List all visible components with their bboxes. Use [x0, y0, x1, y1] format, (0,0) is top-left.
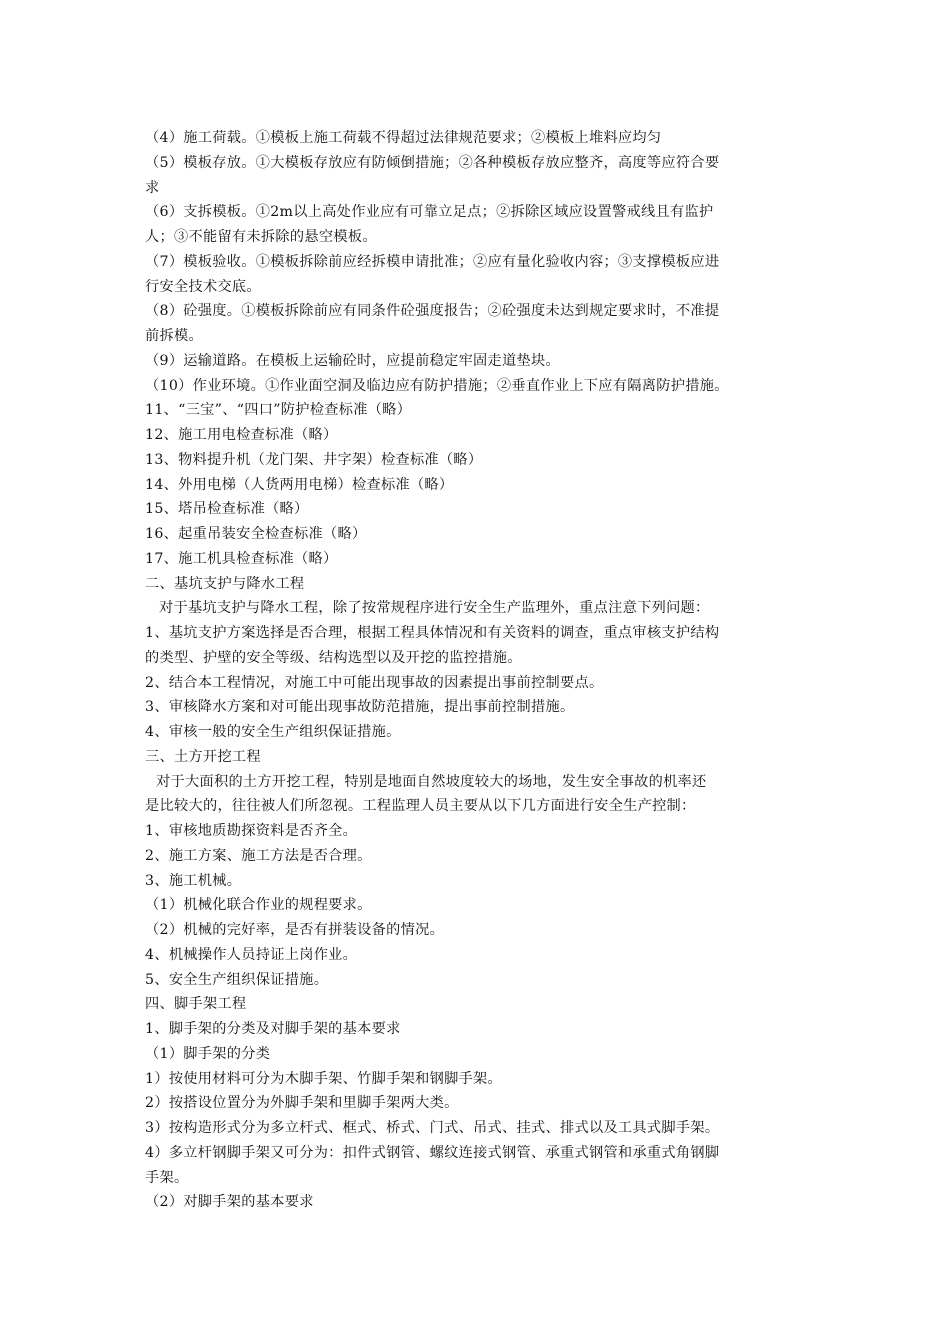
text-line: （2）对脚手架的基本要求 [145, 1194, 314, 1211]
text-line: 3、施工机械。 [145, 872, 242, 889]
text-line: （9）运输道路。在模板上运输砼时，应提前稳定牢固走道垫块。 [145, 352, 560, 369]
text-line: （8）砼强度。①模板拆除前应有同条件砼强度报告；②砼强度未达到规定要求时，不准提 [145, 303, 720, 320]
text-line: （1）脚手架的分类 [145, 1045, 271, 1062]
text-line: 17、施工机具检查标准（略） [145, 550, 338, 567]
text-line: 3）按构造形式分为多立杆式、框式、桥式、门式、吊式、挂式、排式以及工具式脚手架。 [145, 1120, 720, 1136]
text-line: （7）模板验收。①模板拆除前应经拆模申请批准；②应有量化验收内容；③支撑模板应进 [145, 253, 720, 270]
text-line: 是比较大的，往往被人们所忽视。工程监理人员主要从以下几方面进行安全生产控制： [145, 798, 696, 815]
text-line: 2）按搭设位置分为外脚手架和里脚手架两大类。 [145, 1095, 459, 1112]
text-line: 5、安全生产组织保证措施。 [145, 971, 329, 988]
text-line: 4）多立杆钢脚手架又可分为：扣件式钢管、螺纹连接式钢管、承重式钢管和承重式角钢脚 [145, 1144, 720, 1161]
text-line: （2）机械的完好率，是否有拼装设备的情况。 [145, 922, 445, 938]
text-line: 4、审核一般的安全生产组织保证措施。 [145, 724, 401, 740]
text-line: （10）作业环境。①作业面空洞及临边应有防护措施；②垂直作业上下应有隔离防护措施。 [145, 377, 729, 394]
text-line: 2、结合本工程情况，对施工中可能出现事故的因素提出事前控制要点。 [145, 674, 604, 691]
text-line: （5）模板存放。①大模板存放应有防倾倒措施；②各种模板存放应整齐，高度等应符合要 [145, 154, 720, 171]
text-line: 1）按使用材料可分为木脚手架、竹脚手架和钢脚手架。 [145, 1070, 503, 1087]
text-line: 1、审核地质勘探资料是否齐全。 [145, 823, 358, 839]
text-line: （1）机械化联合作业的规程要求。 [145, 897, 372, 914]
document-page [145, 126, 815, 1215]
text-line: 1、脚手架的分类及对脚手架的基本要求 [145, 1021, 401, 1037]
text-line: 16、起重吊装安全检查标准（略） [145, 526, 367, 542]
paragraph-line: 对于大面积的土方开挖工程，特别是地面自然坡度较大的场地，发生安全事故的机率还 [156, 773, 707, 790]
text-line: 4、机械操作人员持证上岗作业。 [145, 946, 358, 963]
text-line: 人；③不能留有未拆除的悬空模板。 [145, 229, 377, 245]
text-line: 求 [145, 179, 160, 196]
text-line: 14、外用电梯（人货两用电梯）检查标准（略） [145, 476, 454, 493]
text-line: 13、物料提升机（龙门架、井字架）检查标准（略） [145, 451, 483, 468]
section-heading: 二、基坑支护与降水工程 [145, 575, 305, 592]
text-line: （4）施工荷载。①模板上施工荷载不得超过法律规范要求；②模板上堆料应均匀 [145, 130, 662, 146]
section-heading: 三、土方开挖工程 [145, 748, 261, 765]
text-line: 12、施工用电检查标准（略） [145, 427, 338, 443]
text-line: 1、基坑支护方案选择是否合理，根据工程具体情况和有关资料的调查，重点审核支护结构 [145, 625, 720, 641]
text-line: 手架。 [145, 1169, 189, 1186]
text-line: 前拆模。 [145, 328, 203, 344]
text-line: 2、施工方案、施工方法是否合理。 [145, 847, 372, 864]
text-line: 行安全技术交底。 [145, 278, 261, 295]
text-line: 11、“三宝”、“四口”防护检查标准（略） [145, 402, 412, 419]
text-line: 3、审核降水方案和对可能出现事故防范措施，提出事前控制措施。 [145, 699, 575, 716]
section-heading: 四、脚手架工程 [145, 996, 247, 1013]
text-line: 的类型、护壁的安全等级、结构选型以及开挖的监控措施。 [145, 649, 522, 666]
text-line: 15、塔吊检查标准（略） [145, 501, 309, 518]
text-line: （6）支拆模板。①2m以上高处作业应有可靠立足点；②拆除区域应设置警戒线且有监护 [145, 204, 714, 221]
paragraph-line: 对于基坑支护与降水工程，除了按常规程序进行安全生产监理外，重点注意下列问题： [159, 600, 710, 617]
